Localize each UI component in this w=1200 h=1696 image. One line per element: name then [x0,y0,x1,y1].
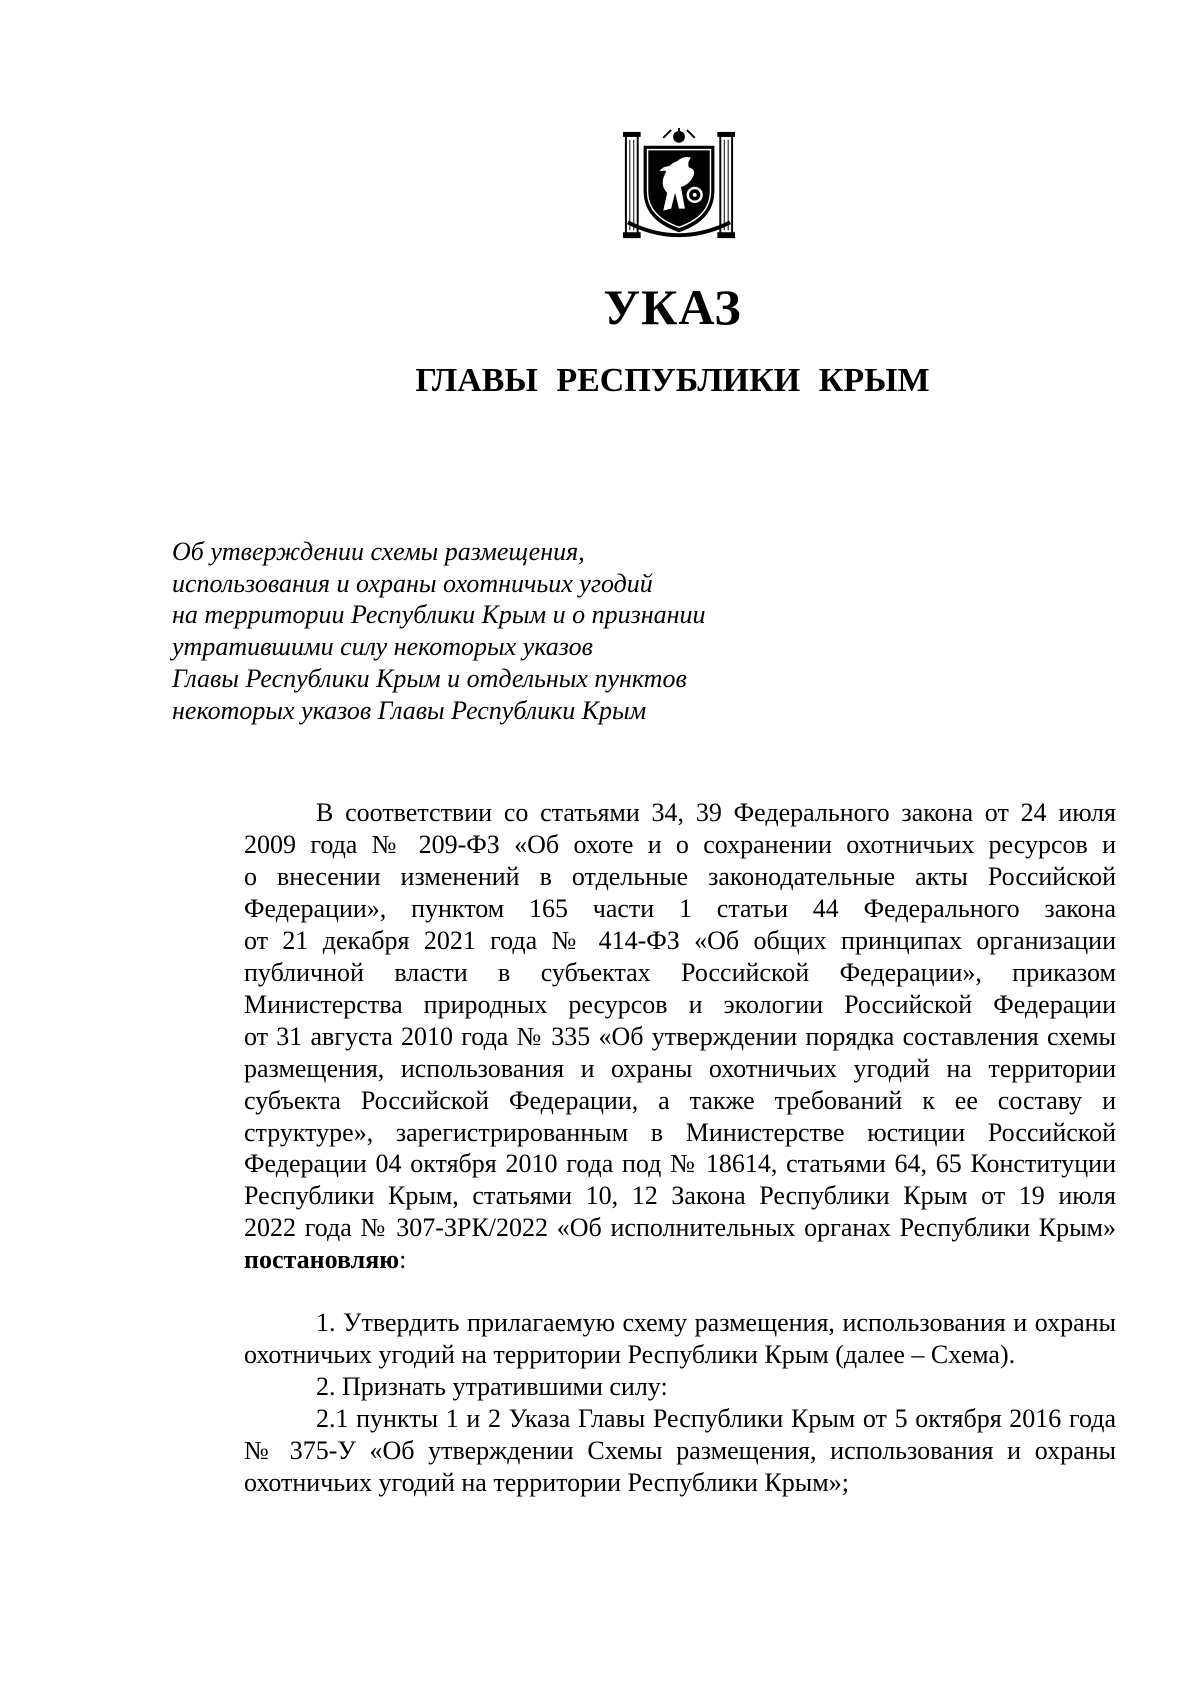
text-line: 2022 года № 307-ЗРК/2022 «Об исполнительных органах Республики Крым» [244,1213,1116,1243]
text-line: № 375-У «Об утверждении Схемы размещения, использования и охраны [244,1436,1116,1466]
subject-line: некоторых указов Главы Республики Крым [172,695,647,725]
preamble-paragraph [172,797,1116,1276]
subject-line: Главы Республики Крым и отдельных пунктов [172,663,687,693]
text-line: 2. Признать утратившими силу: [316,1372,668,1402]
text-line: охотничьих угодий на территории Республики Крым (далее – Схема). [244,1340,1016,1370]
document-type-heading: УКАЗ [603,279,742,335]
document-body [172,797,1116,1499]
paragraph-spacer [172,1276,1116,1307]
text-line: публичной власти в субъектах Российской Федерации», приказом [244,957,1116,987]
subject-line: использования и охраны охотничьих угодий [172,568,653,598]
decree-line [172,1244,1116,1276]
subject-line: на территории Республики Крым и о признании [172,600,706,630]
issuer-heading: ГЛАВЫ РЕСПУБЛИКИ КРЫМ [415,362,930,399]
decree-word: постановляю [244,1245,400,1275]
subject-line: Об утверждении схемы размещения, [172,537,585,566]
decree-punct: : [399,1245,407,1275]
text-line: Федерации», пунктом 165 части 1 статьи 44 Федерального закона [244,893,1116,923]
item-1-paragraph [172,1307,1116,1371]
text-line: 2009 года № 209-ФЗ «Об охоте и о сохранении охотничьих ресурсов и [244,829,1116,859]
coat-of-arms-icon [620,128,738,246]
text-line: охотничьих угодий на территории Республики Крым»; [244,1468,849,1498]
text-line: 2.1 пункты 1 и 2 Указа Главы Республики Крым от 5 октября 2016 года [316,1404,1116,1434]
text-line: Республики Крым, статьями 10, 12 Закона Республики Крым от 19 июля [244,1181,1116,1211]
text-line: В соответствии со статьями 34, 39 Федерального закона от 24 июля [316,798,1116,827]
text-line: структуре», зарегистрированным в Министерстве юстиции Российской [244,1117,1116,1147]
document-subject [172,536,792,726]
text-line: от 31 августа 2010 года № 335 «Об утверждении порядка составления схемы [244,1021,1116,1051]
text-line: о внесении изменений в отдельные законодательные акты Российской [244,861,1116,891]
text-line: Министерства природных ресурсов и экологии Российской Федерации [244,989,1116,1019]
text-line: субъекта Российской Федерации, а также требований к ее составу и [244,1085,1116,1115]
subject-line: утратившими силу некоторых указов [172,632,593,662]
item-2-1-paragraph [172,1403,1116,1499]
text-line: 1. Утвердить прилагаемую схему размещения, использования и охраны [316,1308,1116,1338]
text-line: Федерации 04 октября 2010 года под № 18614, статьями 64, 65 Конституции [244,1149,1116,1179]
text-line: от 21 декабря 2021 года № 414-ФЗ «Об общих принципах организации [244,925,1116,955]
item-2-paragraph [172,1371,1116,1403]
text-line: размещения, использования и охраны охотничьих угодий на территории [244,1053,1116,1083]
